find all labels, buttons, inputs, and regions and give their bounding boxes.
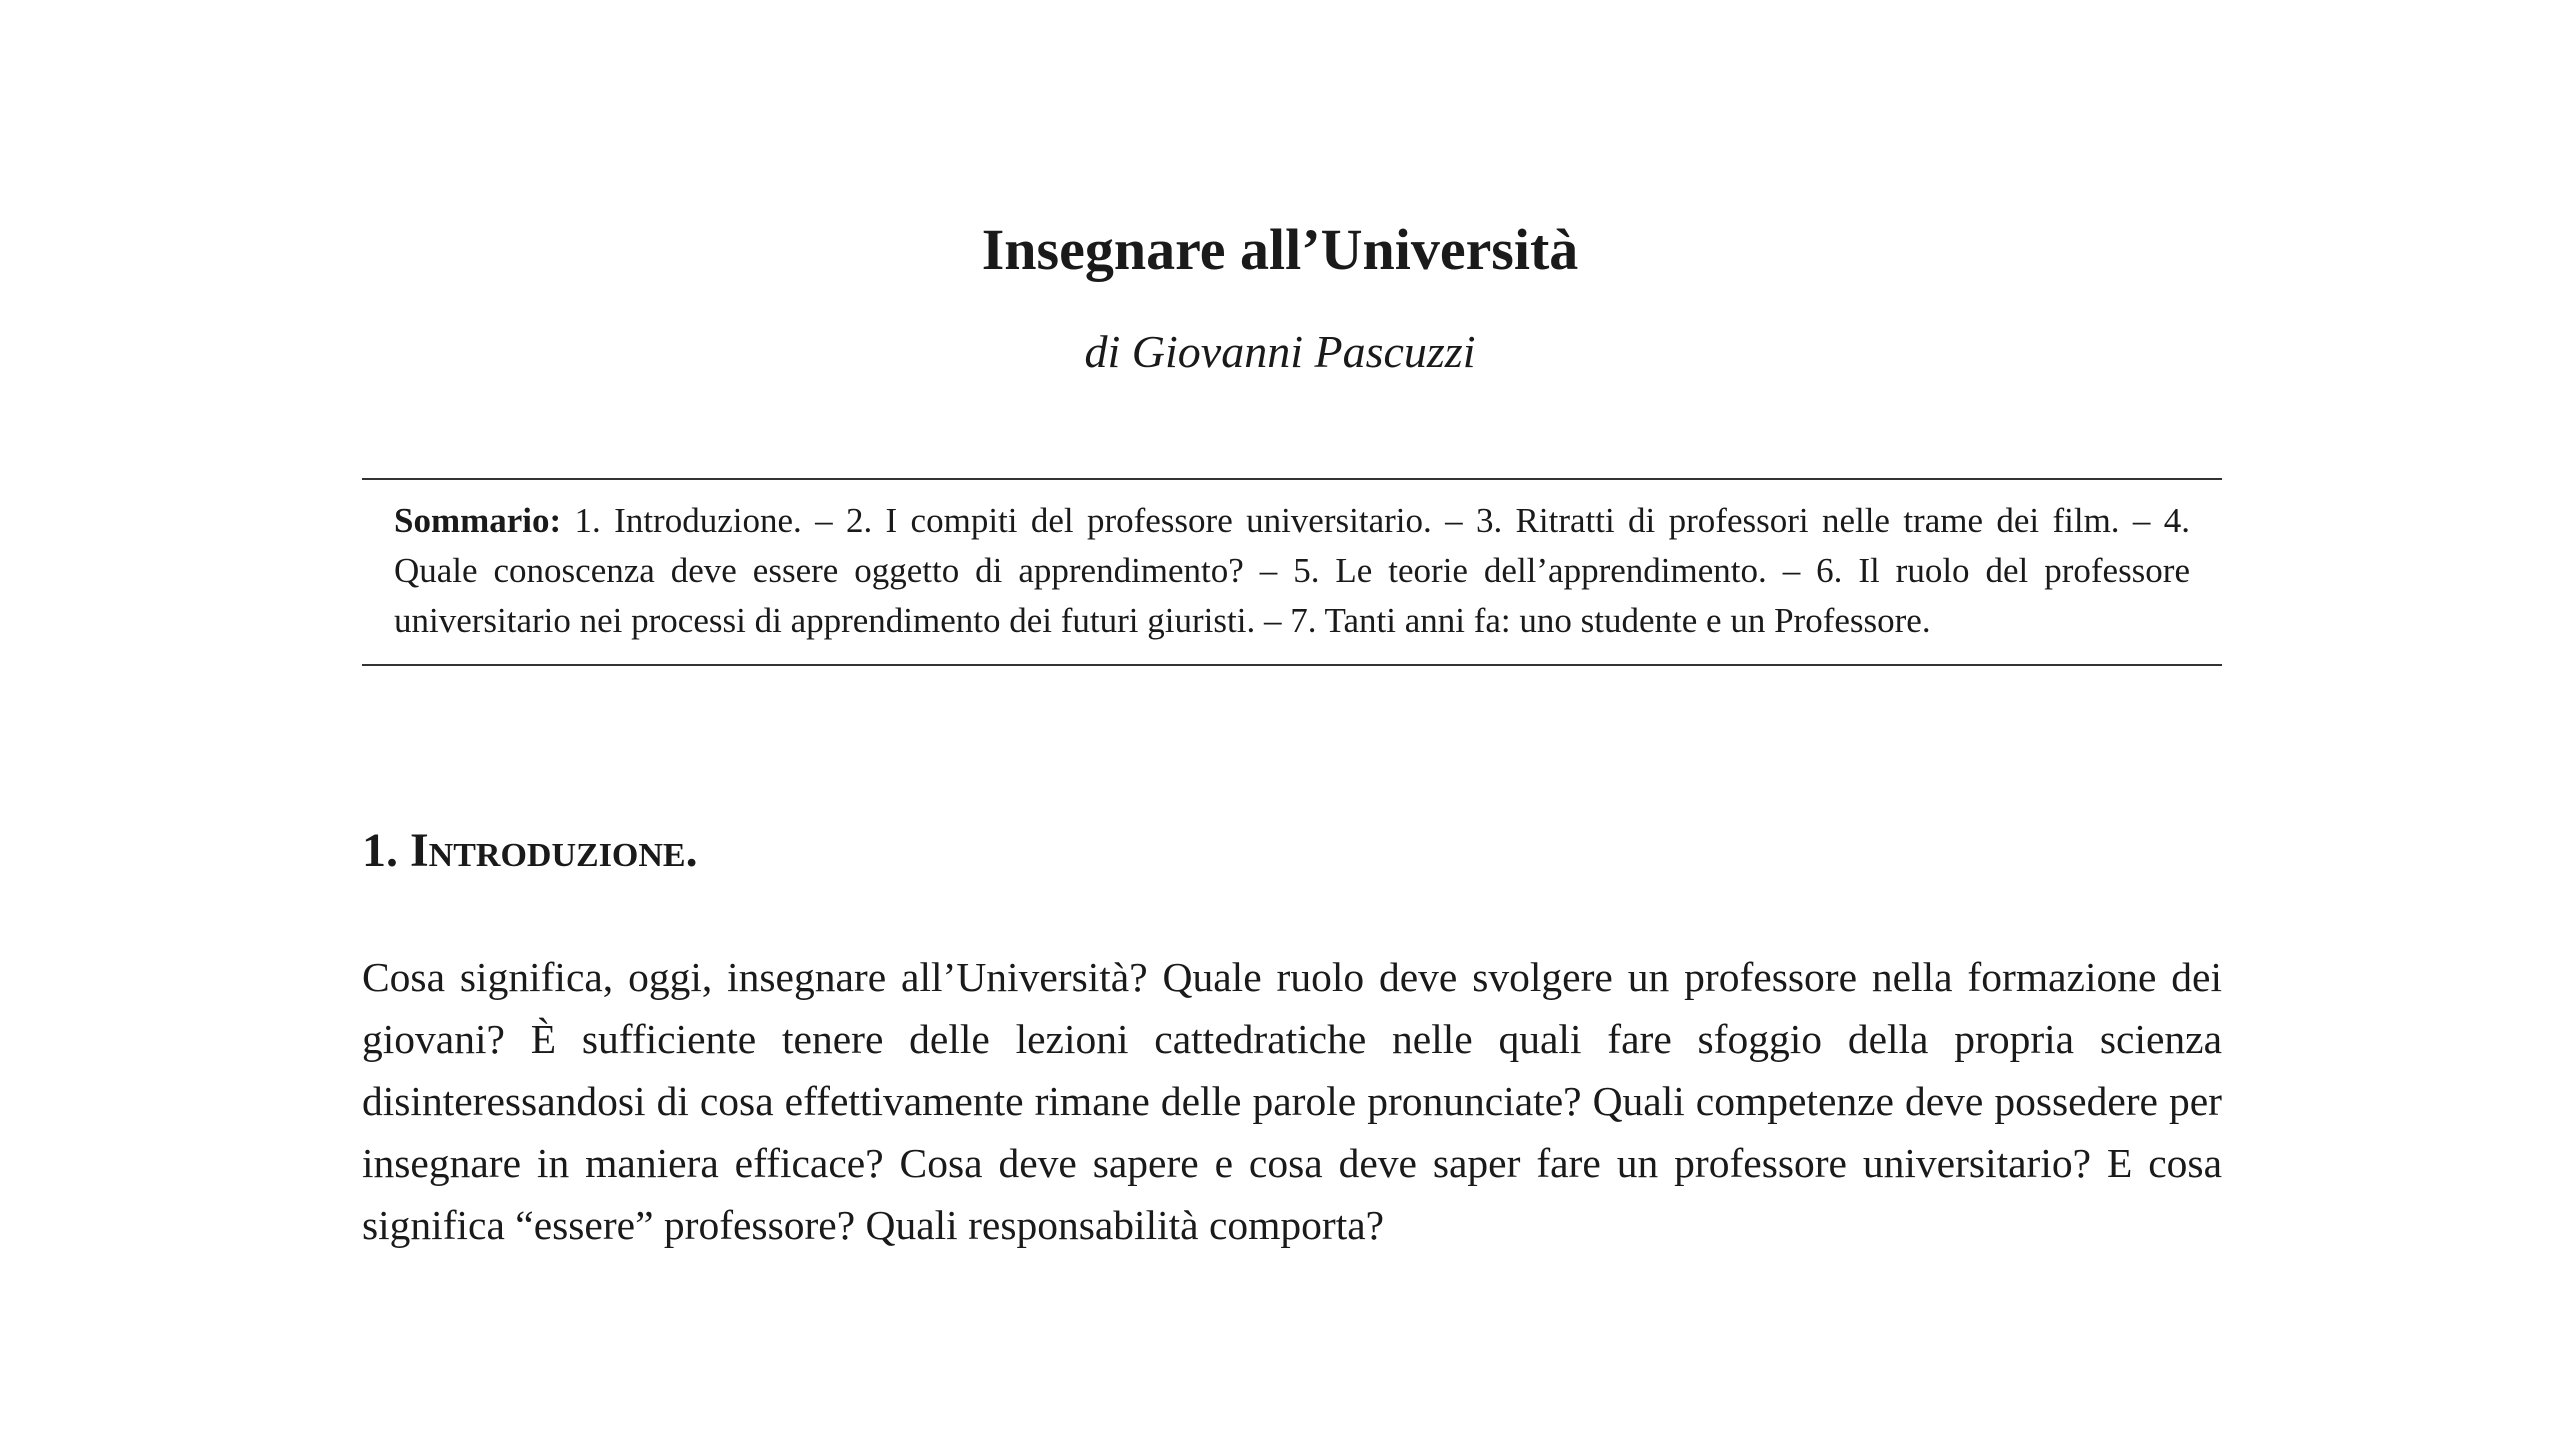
summary-label: Sommario: bbox=[394, 501, 562, 540]
document-author: di Giovanni Pascuzzi bbox=[1084, 326, 1476, 377]
section-heading bbox=[362, 818, 698, 884]
section-title: Introduzione. bbox=[410, 824, 698, 877]
summary-box bbox=[362, 478, 2222, 666]
document-title: Insegnare all’Università bbox=[981, 217, 1579, 282]
section-number: 1. bbox=[362, 824, 410, 877]
body-paragraph: Cosa significa, oggi, insegnare all’Università? Quale ruolo deve svolgere un professore nella formazione dei giovani? È sufficiente tenere delle lezioni cattedratiche nelle quali fare sfoggio della propria scienza disinteressandosi di cosa effettivamente rimane delle parole pronunciate? Quali competenze deve possedere per insegnare in maniera efficace? Cosa deve sapere e cosa deve saper fare un professore universitario? E cosa significa “essere” professore? Quali responsabilità comporta? bbox=[362, 954, 2222, 1248]
summary-text: 1. Introduzione. – 2. I compiti del professore universitario. – 3. Ritratti di professori nelle trame dei film. – 4. Quale conoscenza deve essere oggetto di apprendimento? – 5. Le teorie dell’apprendimento. – 6. Il ruolo del professore universitario nei processi di apprendimento dei futuri giuristi. – 7. Tanti anni fa: uno studente e un Professore. bbox=[394, 501, 2190, 640]
